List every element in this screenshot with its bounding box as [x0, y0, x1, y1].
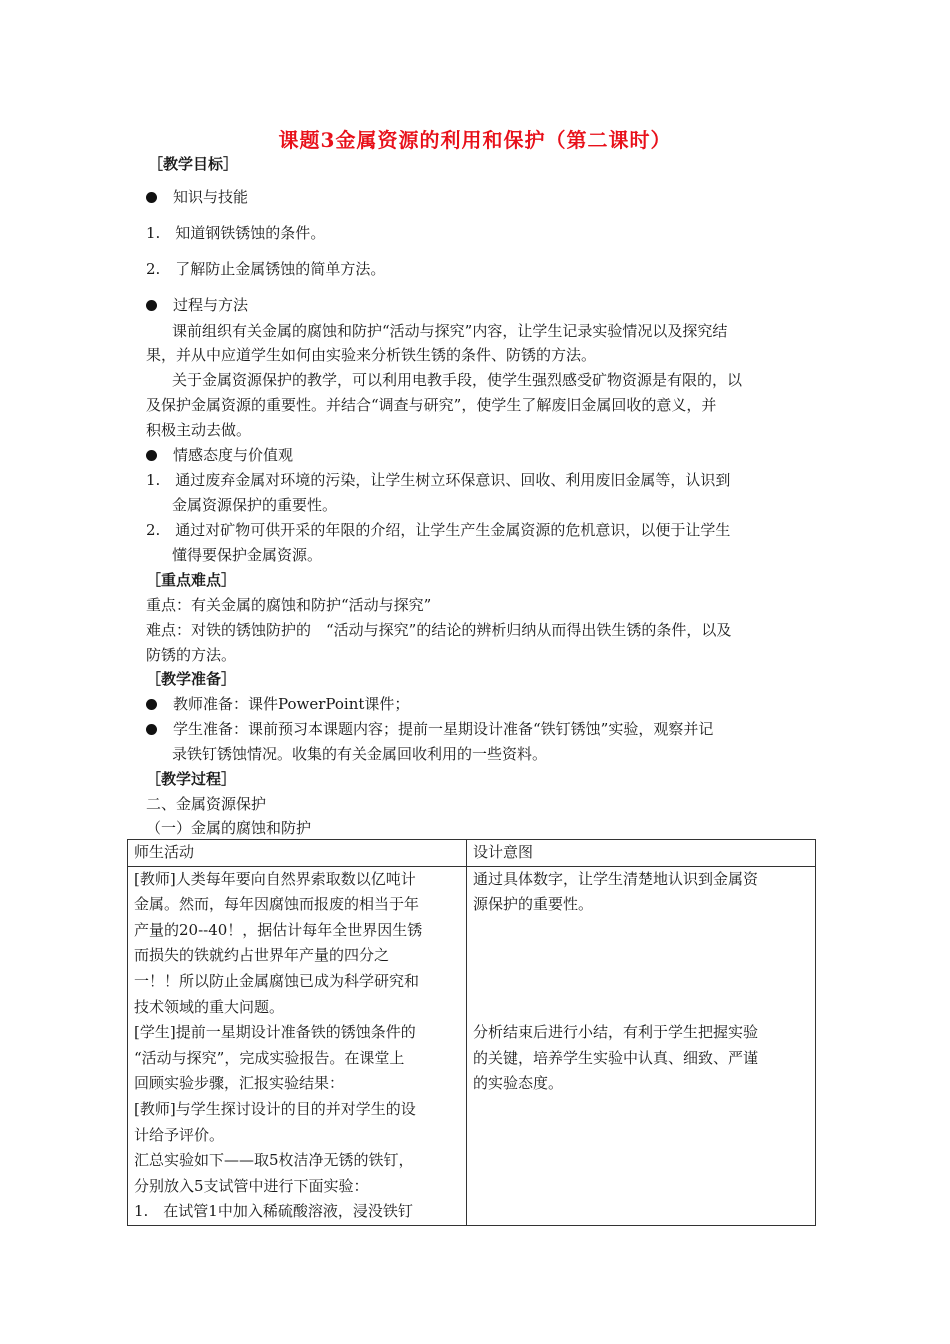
cell-line: 计给予评价。: [134, 1125, 225, 1144]
process-paragraph-1-line-2: 果，并从中应道学生如何由实验来分析铁生锈的条件、防锈的方法。: [146, 346, 597, 364]
teacher-prep: [146, 693, 409, 715]
knowledge-item-1: 1. 知道钢铁锈蚀的条件。: [146, 224, 326, 242]
cell-line: 的关键，培养学生实验中认真、细致、严谨: [473, 1048, 759, 1067]
cell-line: 通过具体数字，让学生清楚地认识到金属资: [473, 869, 759, 888]
page-title: 课题3金属资源的利用和保护（第二课时）: [278, 128, 672, 152]
cell-line: 源保护的重要性。: [473, 895, 594, 914]
student-prep-line-1: [146, 718, 713, 740]
cell-line: 的实验态度。: [473, 1074, 564, 1093]
knowledge-heading: [146, 186, 248, 208]
emotion-heading-text: 情感态度与价值观: [173, 446, 294, 464]
process-heading: [146, 294, 248, 316]
bullet-icon: [146, 192, 157, 203]
cell-line: [教师]人类每年要向自然界索取数以亿吨计: [134, 869, 416, 888]
bullet-icon: [146, 724, 157, 735]
bullet-icon: [146, 300, 157, 311]
bullet-icon: [146, 450, 157, 461]
difficult-point-line-2: 防锈的方法。: [146, 646, 237, 664]
emotion-heading: [146, 444, 293, 466]
key-heading: ［重点难点］: [146, 571, 237, 589]
process-paragraph-2-line-2: 及保护金属资源的重要性。并结合“调查与研究”，使学生了解废旧金属回收的意义，并: [146, 396, 717, 414]
emotion-item-1-line-2: 金属资源保护的重要性。: [172, 496, 338, 514]
student-prep-text: 学生准备：课前预习本课题内容；提前一星期设计准备“铁钉锈蚀”实验，观察并记: [173, 720, 714, 738]
emotion-item-2-line-1: 2. 通过对矿物可供开采的年限的介绍，让学生产生金属资源的危机意识，以便于让学生: [146, 521, 731, 539]
process-heading-text: 过程与方法: [173, 296, 249, 314]
table-header-row: [128, 840, 816, 867]
cell-line: 金属。然而，每年因腐蚀而报废的相当于年: [134, 895, 420, 914]
difficult-point-line-1: 难点：对铁的锈蚀防护的 “活动与探究”的结论的辨析归纳从而得出铁生锈的条件，以及: [146, 621, 732, 639]
cell-line: 技术领域的重大问题。: [134, 997, 285, 1016]
cell-line: 回顾实验步骤，汇报实验结果：: [134, 1074, 345, 1093]
cell-line: “活动与探究”，完成实验报告。在课堂上: [134, 1048, 405, 1067]
process-paragraph-1-line-1: 课前组织有关金属的腐蚀和防护“活动与探究”内容，让学生记录实验情况以及探究结: [172, 322, 728, 340]
procedure-subsection: （一）金属的腐蚀和防护: [146, 819, 312, 837]
table-header-cell: 师生活动: [128, 840, 467, 867]
table-row: [128, 866, 816, 1225]
cell-line: 分别放入5支试管中进行下面实验：: [134, 1176, 369, 1195]
cell-line: 分析结束后进行小结，有利于学生把握实验: [473, 1023, 759, 1042]
prep-heading: ［教学准备］: [146, 670, 237, 688]
process-paragraph-2-line-3: 积极主动去做。: [146, 421, 252, 439]
knowledge-item-2: 2. 了解防止金属锈蚀的简单方法。: [146, 260, 386, 278]
cell-line: [教师]与学生探讨设计的目的并对学生的设: [134, 1099, 416, 1118]
bullet-icon: [146, 699, 157, 710]
activity-cell: [128, 866, 467, 1225]
procedure-section: 二、金属资源保护: [146, 795, 267, 813]
cell-line: 一！！所以防止金属腐蚀已成为科学研究和: [134, 971, 420, 990]
procedure-heading: ［教学过程］: [146, 770, 237, 788]
emotion-item-2-line-2: 懂得要保护金属资源。: [172, 546, 323, 564]
activity-table: [127, 839, 816, 1226]
cell-line: 1. 在试管1中加入稀硫酸溶液，浸没铁钉: [134, 1202, 413, 1221]
goals-heading: ［教学目标］: [148, 155, 239, 173]
key-point: 重点：有关金属的腐蚀和防护“活动与探究”: [146, 596, 432, 614]
table-header-cell: 设计意图: [467, 840, 816, 867]
knowledge-heading-text: 知识与技能: [173, 188, 249, 206]
intent-cell: [467, 866, 816, 1225]
emotion-item-1-line-1: 1. 通过废弃金属对环境的污染，让学生树立环保意识、回收、利用废旧金属等，认识到: [146, 471, 731, 489]
cell-line: [学生]提前一星期设计准备铁的锈蚀条件的: [134, 1023, 416, 1042]
student-prep-line-2: 录铁钉锈蚀情况。收集的有关金属回收利用的一些资料。: [172, 745, 548, 763]
teacher-prep-text: 教师准备：课件PowerPoint课件；: [173, 695, 410, 713]
cell-line: 汇总实验如下——取5枚洁净无锈的铁钉，: [134, 1151, 414, 1170]
cell-line: 而损失的铁就约占世界年产量的四分之: [134, 946, 390, 965]
cell-line: 产量的20--40！，据估计每年全世界因生锈: [134, 920, 423, 939]
process-paragraph-2-line-1: 关于金属资源保护的教学，可以利用电教手段，使学生强烈感受矿物资源是有限的，以: [172, 371, 743, 389]
